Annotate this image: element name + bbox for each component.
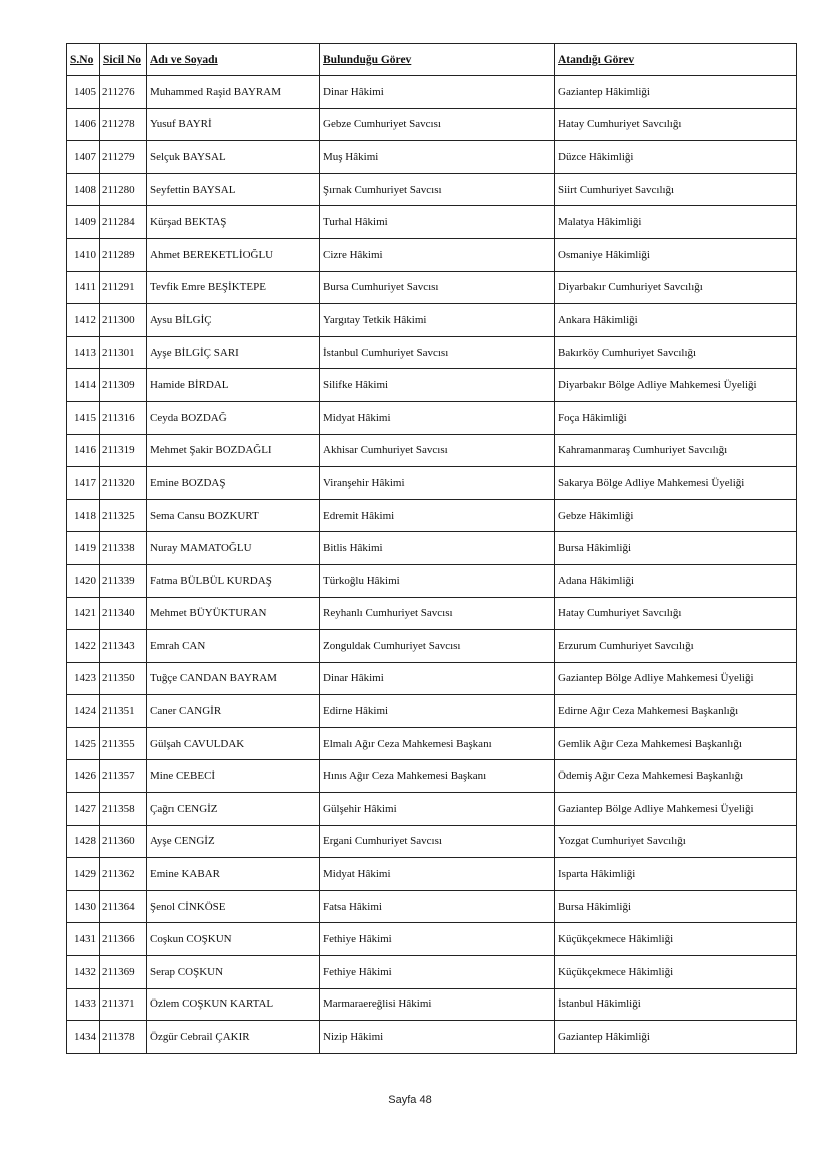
cell-current-post: Zonguldak Cumhuriyet Savcısı <box>320 630 555 663</box>
cell-assigned-post: Küçükçekmece Hâkimliği <box>555 923 797 956</box>
cell-current-post: Reyhanlı Cumhuriyet Savcısı <box>320 597 555 630</box>
cell-current-post: Bitlis Hâkimi <box>320 532 555 565</box>
cell-current-post: İstanbul Cumhuriyet Savcısı <box>320 336 555 369</box>
cell-sno: 1410 <box>67 238 100 271</box>
table-row <box>67 662 797 695</box>
cell-name: Fatma BÜLBÜL KURDAŞ <box>147 564 320 597</box>
cell-current-post: Viranşehir Hâkimi <box>320 467 555 500</box>
cell-assigned-post: Diyarbakır Cumhuriyet Savcılığı <box>555 271 797 304</box>
cell-assigned-post: Bursa Hâkimliği <box>555 890 797 923</box>
table-row <box>67 304 797 337</box>
cell-sicil: 211362 <box>100 858 147 891</box>
cell-sno: 1434 <box>67 1021 100 1054</box>
cell-name: Nuray MAMATOĞLU <box>147 532 320 565</box>
cell-name: Caner CANGİR <box>147 695 320 728</box>
cell-sicil: 211319 <box>100 434 147 467</box>
cell-sno: 1415 <box>67 401 100 434</box>
table-row <box>67 434 797 467</box>
cell-name: Aysu BİLGİÇ <box>147 304 320 337</box>
cell-name: Tevfik Emre BEŞİKTEPE <box>147 271 320 304</box>
cell-current-post: Hınıs Ağır Ceza Mahkemesi Başkanı <box>320 760 555 793</box>
cell-sno: 1405 <box>67 76 100 109</box>
header-assigned-post: Atandığı Görev <box>555 44 797 76</box>
cell-sicil: 211378 <box>100 1021 147 1054</box>
cell-sicil: 211357 <box>100 760 147 793</box>
table-row <box>67 141 797 174</box>
table-body <box>67 76 797 1054</box>
cell-sicil: 211300 <box>100 304 147 337</box>
cell-current-post: Muş Hâkimi <box>320 141 555 174</box>
cell-sicil: 211360 <box>100 825 147 858</box>
cell-sicil: 211351 <box>100 695 147 728</box>
appointments-table <box>66 43 797 1054</box>
cell-name: Özgür Cebrail ÇAKIR <box>147 1021 320 1054</box>
table-row <box>67 108 797 141</box>
cell-assigned-post: Diyarbakır Bölge Adliye Mahkemesi Üyeliği <box>555 369 797 402</box>
cell-assigned-post: Kahramanmaraş Cumhuriyet Savcılığı <box>555 434 797 467</box>
table-row <box>67 76 797 109</box>
cell-sno: 1430 <box>67 890 100 923</box>
cell-assigned-post: Foça Hâkimliği <box>555 401 797 434</box>
cell-sno: 1424 <box>67 695 100 728</box>
cell-name: Özlem COŞKUN KARTAL <box>147 988 320 1021</box>
cell-assigned-post: Bursa Hâkimliği <box>555 532 797 565</box>
cell-name: Ayşe CENGİZ <box>147 825 320 858</box>
cell-assigned-post: Düzce Hâkimliği <box>555 141 797 174</box>
table-row <box>67 532 797 565</box>
cell-name: Mehmet Şakir BOZDAĞLI <box>147 434 320 467</box>
cell-sno: 1408 <box>67 173 100 206</box>
cell-sicil: 211291 <box>100 271 147 304</box>
cell-sicil: 211350 <box>100 662 147 695</box>
cell-sicil: 211358 <box>100 793 147 826</box>
table-row <box>67 858 797 891</box>
cell-sicil: 211369 <box>100 956 147 989</box>
cell-sicil: 211338 <box>100 532 147 565</box>
cell-current-post: Midyat Hâkimi <box>320 401 555 434</box>
table-header-row <box>67 44 797 76</box>
table-row <box>67 369 797 402</box>
cell-name: Sema Cansu BOZKURT <box>147 499 320 532</box>
cell-current-post: Silifke Hâkimi <box>320 369 555 402</box>
cell-name: Gülşah CAVULDAK <box>147 727 320 760</box>
table-row <box>67 499 797 532</box>
cell-current-post: Fethiye Hâkimi <box>320 923 555 956</box>
cell-name: Emine BOZDAŞ <box>147 467 320 500</box>
header-name: Adı ve Soyadı <box>147 44 320 76</box>
cell-current-post: Şırnak Cumhuriyet Savcısı <box>320 173 555 206</box>
cell-sno: 1417 <box>67 467 100 500</box>
table-row <box>67 727 797 760</box>
cell-name: Ahmet BEREKETLİOĞLU <box>147 238 320 271</box>
cell-assigned-post: Siirt Cumhuriyet Savcılığı <box>555 173 797 206</box>
cell-current-post: Ergani Cumhuriyet Savcısı <box>320 825 555 858</box>
table-row <box>67 336 797 369</box>
cell-assigned-post: Gaziantep Bölge Adliye Mahkemesi Üyeliği <box>555 662 797 695</box>
table-row <box>67 467 797 500</box>
cell-current-post: Cizre Hâkimi <box>320 238 555 271</box>
cell-sicil: 211371 <box>100 988 147 1021</box>
cell-sicil: 211364 <box>100 890 147 923</box>
cell-sno: 1422 <box>67 630 100 663</box>
cell-sno: 1429 <box>67 858 100 891</box>
cell-name: Selçuk BAYSAL <box>147 141 320 174</box>
cell-sno: 1409 <box>67 206 100 239</box>
cell-name: Emine KABAR <box>147 858 320 891</box>
table-row <box>67 401 797 434</box>
cell-assigned-post: Gaziantep Hâkimliği <box>555 76 797 109</box>
cell-sno: 1425 <box>67 727 100 760</box>
cell-sicil: 211325 <box>100 499 147 532</box>
cell-sicil: 211301 <box>100 336 147 369</box>
cell-sno: 1426 <box>67 760 100 793</box>
cell-sicil: 211309 <box>100 369 147 402</box>
cell-sno: 1421 <box>67 597 100 630</box>
header-sno: S.No <box>67 44 100 76</box>
cell-sno: 1427 <box>67 793 100 826</box>
cell-assigned-post: Ödemiş Ağır Ceza Mahkemesi Başkanlığı <box>555 760 797 793</box>
cell-sicil: 211343 <box>100 630 147 663</box>
cell-assigned-post: Adana Hâkimliği <box>555 564 797 597</box>
header-sicil: Sicil No <box>100 44 147 76</box>
table-row <box>67 173 797 206</box>
cell-sno: 1423 <box>67 662 100 695</box>
cell-assigned-post: Yozgat Cumhuriyet Savcılığı <box>555 825 797 858</box>
table-row <box>67 793 797 826</box>
cell-assigned-post: Osmaniye Hâkimliği <box>555 238 797 271</box>
cell-name: Ceyda BOZDAĞ <box>147 401 320 434</box>
cell-sicil: 211276 <box>100 76 147 109</box>
cell-sno: 1411 <box>67 271 100 304</box>
cell-name: Ayşe BİLGİÇ SARI <box>147 336 320 369</box>
cell-sicil: 211366 <box>100 923 147 956</box>
cell-name: Yusuf BAYRİ <box>147 108 320 141</box>
cell-current-post: Marmaraereğlisi Hâkimi <box>320 988 555 1021</box>
cell-current-post: Edremit Hâkimi <box>320 499 555 532</box>
cell-current-post: Fethiye Hâkimi <box>320 956 555 989</box>
cell-assigned-post: İstanbul Hâkimliği <box>555 988 797 1021</box>
table-row <box>67 988 797 1021</box>
cell-sno: 1420 <box>67 564 100 597</box>
cell-sicil: 211355 <box>100 727 147 760</box>
table-row <box>67 1021 797 1054</box>
cell-assigned-post: Gemlik Ağır Ceza Mahkemesi Başkanlığı <box>555 727 797 760</box>
cell-sno: 1416 <box>67 434 100 467</box>
cell-sicil: 211340 <box>100 597 147 630</box>
cell-sno: 1432 <box>67 956 100 989</box>
cell-sno: 1412 <box>67 304 100 337</box>
cell-name: Coşkun COŞKUN <box>147 923 320 956</box>
cell-sicil: 211339 <box>100 564 147 597</box>
cell-current-post: Türkoğlu Hâkimi <box>320 564 555 597</box>
table-row <box>67 206 797 239</box>
table-row <box>67 890 797 923</box>
cell-sno: 1419 <box>67 532 100 565</box>
cell-current-post: Bursa Cumhuriyet Savcısı <box>320 271 555 304</box>
cell-assigned-post: Gebze Hâkimliği <box>555 499 797 532</box>
cell-assigned-post: Gaziantep Hâkimliği <box>555 1021 797 1054</box>
table-row <box>67 695 797 728</box>
cell-current-post: Akhisar Cumhuriyet Savcısı <box>320 434 555 467</box>
cell-sno: 1433 <box>67 988 100 1021</box>
table-row <box>67 760 797 793</box>
table-row <box>67 630 797 663</box>
cell-sicil: 211316 <box>100 401 147 434</box>
page-number: Sayfa 48 <box>388 1094 432 1106</box>
cell-assigned-post: Isparta Hâkimliği <box>555 858 797 891</box>
cell-assigned-post: Ankara Hâkimliği <box>555 304 797 337</box>
cell-name: Hamide BİRDAL <box>147 369 320 402</box>
cell-name: Mehmet BÜYÜKTURAN <box>147 597 320 630</box>
cell-current-post: Gebze Cumhuriyet Savcısı <box>320 108 555 141</box>
table-row <box>67 956 797 989</box>
cell-assigned-post: Gaziantep Bölge Adliye Mahkemesi Üyeliği <box>555 793 797 826</box>
cell-name: Mine CEBECİ <box>147 760 320 793</box>
cell-sno: 1407 <box>67 141 100 174</box>
cell-name: Şenol CİNKÖSE <box>147 890 320 923</box>
table-row <box>67 597 797 630</box>
cell-sno: 1418 <box>67 499 100 532</box>
cell-sno: 1414 <box>67 369 100 402</box>
cell-assigned-post: Edirne Ağır Ceza Mahkemesi Başkanlığı <box>555 695 797 728</box>
table-row <box>67 271 797 304</box>
cell-sicil: 211284 <box>100 206 147 239</box>
cell-assigned-post: Malatya Hâkimliği <box>555 206 797 239</box>
cell-assigned-post: Hatay Cumhuriyet Savcılığı <box>555 597 797 630</box>
cell-current-post: Dinar Hâkimi <box>320 662 555 695</box>
cell-current-post: Edirne Hâkimi <box>320 695 555 728</box>
cell-sno: 1431 <box>67 923 100 956</box>
cell-assigned-post: Erzurum Cumhuriyet Savcılığı <box>555 630 797 663</box>
cell-sicil: 211289 <box>100 238 147 271</box>
cell-name: Tuğçe CANDAN BAYRAM <box>147 662 320 695</box>
cell-name: Seyfettin BAYSAL <box>147 173 320 206</box>
cell-current-post: Yargıtay Tetkik Hâkimi <box>320 304 555 337</box>
table-row <box>67 923 797 956</box>
cell-name: Kürşad BEKTAŞ <box>147 206 320 239</box>
table-row <box>67 564 797 597</box>
cell-sicil: 211278 <box>100 108 147 141</box>
cell-current-post: Turhal Hâkimi <box>320 206 555 239</box>
cell-name: Emrah CAN <box>147 630 320 663</box>
table-row <box>67 825 797 858</box>
cell-current-post: Nizip Hâkimi <box>320 1021 555 1054</box>
header-current-post: Bulunduğu Görev <box>320 44 555 76</box>
cell-current-post: Fatsa Hâkimi <box>320 890 555 923</box>
cell-current-post: Dinar Hâkimi <box>320 76 555 109</box>
cell-sicil: 211279 <box>100 141 147 174</box>
table-row <box>67 238 797 271</box>
cell-sno: 1428 <box>67 825 100 858</box>
cell-name: Muhammed Raşid BAYRAM <box>147 76 320 109</box>
cell-name: Serap COŞKUN <box>147 956 320 989</box>
cell-assigned-post: Hatay Cumhuriyet Savcılığı <box>555 108 797 141</box>
cell-sno: 1413 <box>67 336 100 369</box>
cell-name: Çağrı CENGİZ <box>147 793 320 826</box>
cell-current-post: Midyat Hâkimi <box>320 858 555 891</box>
cell-current-post: Elmalı Ağır Ceza Mahkemesi Başkanı <box>320 727 555 760</box>
cell-assigned-post: Küçükçekmece Hâkimliği <box>555 956 797 989</box>
cell-assigned-post: Sakarya Bölge Adliye Mahkemesi Üyeliği <box>555 467 797 500</box>
cell-assigned-post: Bakırköy Cumhuriyet Savcılığı <box>555 336 797 369</box>
cell-sicil: 211320 <box>100 467 147 500</box>
cell-sno: 1406 <box>67 108 100 141</box>
cell-current-post: Gülşehir Hâkimi <box>320 793 555 826</box>
cell-sicil: 211280 <box>100 173 147 206</box>
